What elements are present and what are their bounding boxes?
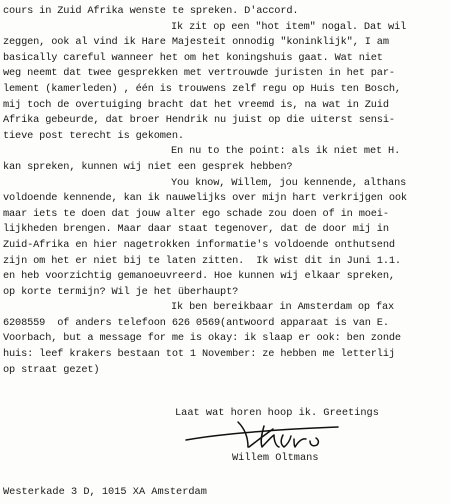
letter-line: En nu to the point: als ik niet met H.	[171, 145, 401, 158]
letter-line: en heb voorzichtig gemanoeuvreerd. Hoe kunnen wij elkaar spreken,	[3, 270, 395, 283]
letter-paragraph	[3, 4, 449, 20]
letter-line: lijkheden brengen. Maar daar staat tegenover, dat de door mij in	[3, 223, 389, 236]
letter-line: voldoende kennende, kan ik nauwelijks over mijn hart verkrijgen ook	[3, 192, 407, 205]
letter-paragraph	[3, 176, 449, 301]
letter-line: cours in Zuid Afrika wenste te spreken. D'accord.	[3, 5, 299, 17]
letter-line: Afrika gebeurde, dat broer Hendrik nu juist op die uiterst sensi-	[3, 114, 395, 127]
letter-line: op straat gezet)	[3, 363, 100, 376]
signer-name: Willem Oltmans	[232, 452, 319, 464]
letter-line: maar iets te doen dat jouw alter ego schade zou doen of in moei-	[3, 207, 389, 220]
letter-paragraph	[3, 144, 449, 175]
letter-paragraph	[3, 300, 449, 378]
letter-body	[3, 4, 449, 378]
letter-line: huis: leef krakers bestaan tot 1 November: ze hebben me letterlij	[3, 348, 395, 361]
letter-line: op korte termijn? Wil je het überhaupt?	[3, 285, 239, 298]
letter-line: mij toch de overtuiging bracht dat het vreemd is, na wat in Zuid	[3, 98, 389, 111]
letter-line: kan spreken, kunnen wij niet een gesprek hebben?	[3, 160, 293, 173]
letter-line: zeggen, ook al vind ik Hare Majesteit onnodig "koninklijk", I am	[3, 36, 389, 49]
letter-line: Zuid-Afrika en hier nagetrokken informatie's voldoende onthutsend	[3, 238, 395, 251]
letter-line: zijn om het er niet bij te laten zitten. Ik wist dit in Juni 1.1.	[3, 254, 401, 267]
closing-line: Laat wat horen hoop ik. Greetings	[175, 407, 379, 419]
letter-line: You know, Willem, jou kennende, althans	[171, 176, 407, 189]
letter-line: basically careful wanneer het om het koningshuis gaat. Wat niet	[3, 51, 383, 64]
sender-address: Westerkade 3 D, 1015 XA Amsterdam	[3, 486, 207, 498]
letter-line: lement (kamerleden) , één is trouwens zelf regu op Huis ten Bosch,	[3, 82, 401, 95]
letter-line: weg neemt dat twee gesprekken met vertrouwde juristen in het par-	[3, 67, 395, 80]
letter-paragraph	[3, 20, 449, 145]
handwritten-signature	[178, 416, 378, 454]
letter-line: Ik zit op een "hot item" nogal. Dat wil	[171, 20, 407, 33]
letter-line: Ik ben bereikbaar in Amsterdam op fax	[171, 301, 395, 314]
letter-line: Voorbach, but a message for me is okay: ik slaap er ook: ben zonde	[3, 332, 401, 345]
letter-line: 6208559 of anders telefoon 626 0569(antwoord apparaat is van E.	[3, 316, 389, 329]
letter-line: tieve post terecht is gekomen.	[3, 129, 184, 142]
